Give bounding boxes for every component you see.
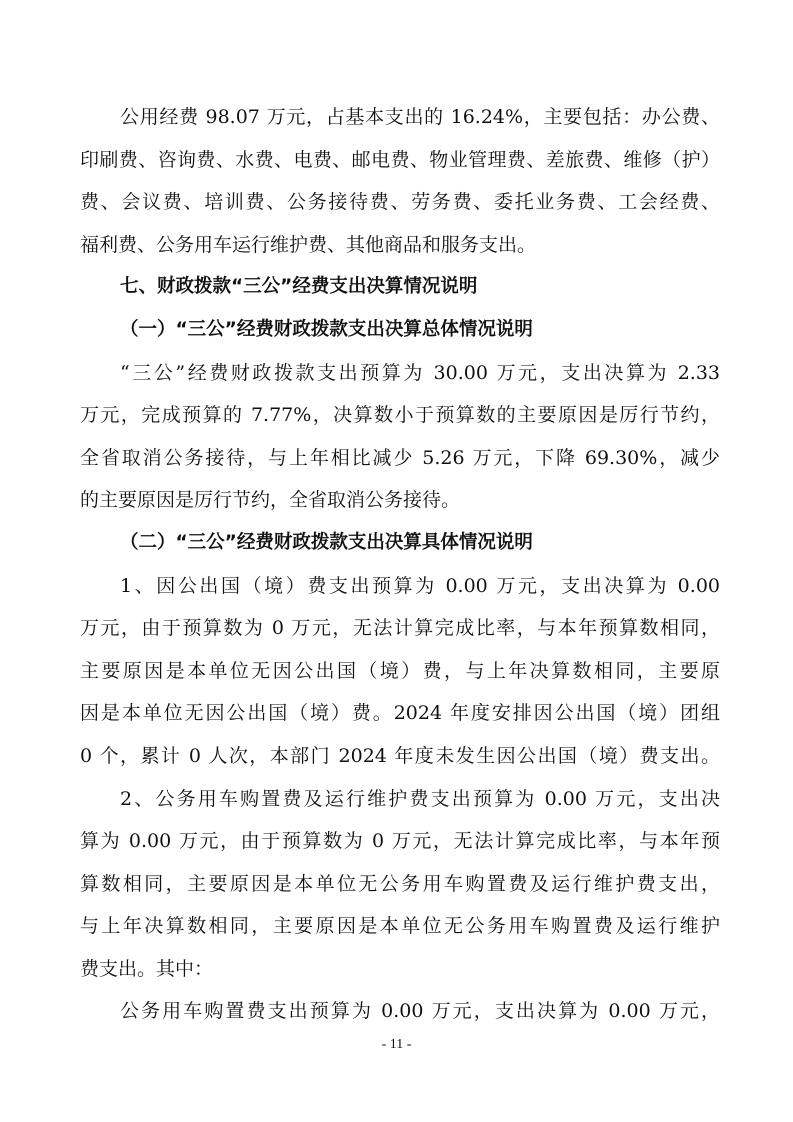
paragraph-line: 2、公务用车购置费及运行维护费支出预算为 0.00 万元，支出决 — [120, 787, 720, 810]
paragraph-line: 公务用车购置费支出预算为 0.00 万元，支出决算为 0.00 万元， — [120, 1000, 720, 1023]
paragraph-line: 与上年决算数相同，主要原因是本单位无公务用车购置费及运行维护 — [80, 915, 720, 938]
paragraph-line: 费、会议费、培训费、公务接待费、劳务费、委托业务费、工会经费、 — [80, 191, 720, 214]
paragraph-line: 算为 0.00 万元，由于预算数为 0 万元，无法计算完成比率，与本年预 — [80, 830, 720, 853]
page-number: - 11 - — [381, 1037, 412, 1052]
paragraph-line: “三公”经费财政拨款支出预算为 30.00 万元，支出决算为 2.33 — [120, 361, 720, 384]
paragraph-line: 全省取消公务接待，与上年相比减少 5.26 万元，下降 69.30%，减少 — [80, 446, 720, 469]
paragraph-line: 万元，完成预算的 7.77%，决算数小于预算数的主要原因是厉行节约， — [80, 404, 720, 427]
paragraph-line: 公用经费 98.07 万元，占基本支出的 16.24%，主要包括：办公费、 — [120, 106, 720, 128]
paragraph-line: 1、因公出国（境）费支出预算为 0.00 万元，支出决算为 0.00 — [120, 574, 720, 597]
paragraph-line: 的主要原因是厉行节约，全省取消公务接待。 — [80, 489, 461, 512]
paragraph-line: 万元，由于预算数为 0 万元，无法计算完成比率，与本年预算数相同， — [80, 617, 720, 640]
paragraph-line: 主要原因是本单位无因公出国（境）费，与上年决算数相同，主要原 — [80, 659, 720, 682]
section-heading: 七、财政拨款“三公”经费支出决算情况说明 — [120, 276, 478, 298]
paragraph-line: 福利费、公务用车运行维护费、其他商品和服务支出。 — [80, 233, 537, 256]
paragraph-line: 算数相同，主要原因是本单位无公务用车购置费及运行维护费支出， — [80, 872, 720, 895]
paragraph-line: 费支出。其中： — [80, 957, 214, 980]
paragraph-line: 因是本单位无因公出国（境）费。2024 年度安排因公出国（境）团组 — [80, 702, 720, 725]
subsection-heading: （一）“三公”经费财政拨款支出决算总体情况说明 — [120, 318, 533, 340]
document-body — [80, 96, 720, 1033]
paragraph-line: 0 个，累计 0 人次，本部门 2024 年度未发生因公出国（境）费支出。 — [80, 744, 720, 767]
subsection-heading: （二）“三公”经费财政拨款支出决算具体情况说明 — [120, 531, 533, 553]
paragraph-line: 印刷费、咨询费、水费、电费、邮电费、物业管理费、差旅费、维修（护） — [80, 148, 720, 171]
